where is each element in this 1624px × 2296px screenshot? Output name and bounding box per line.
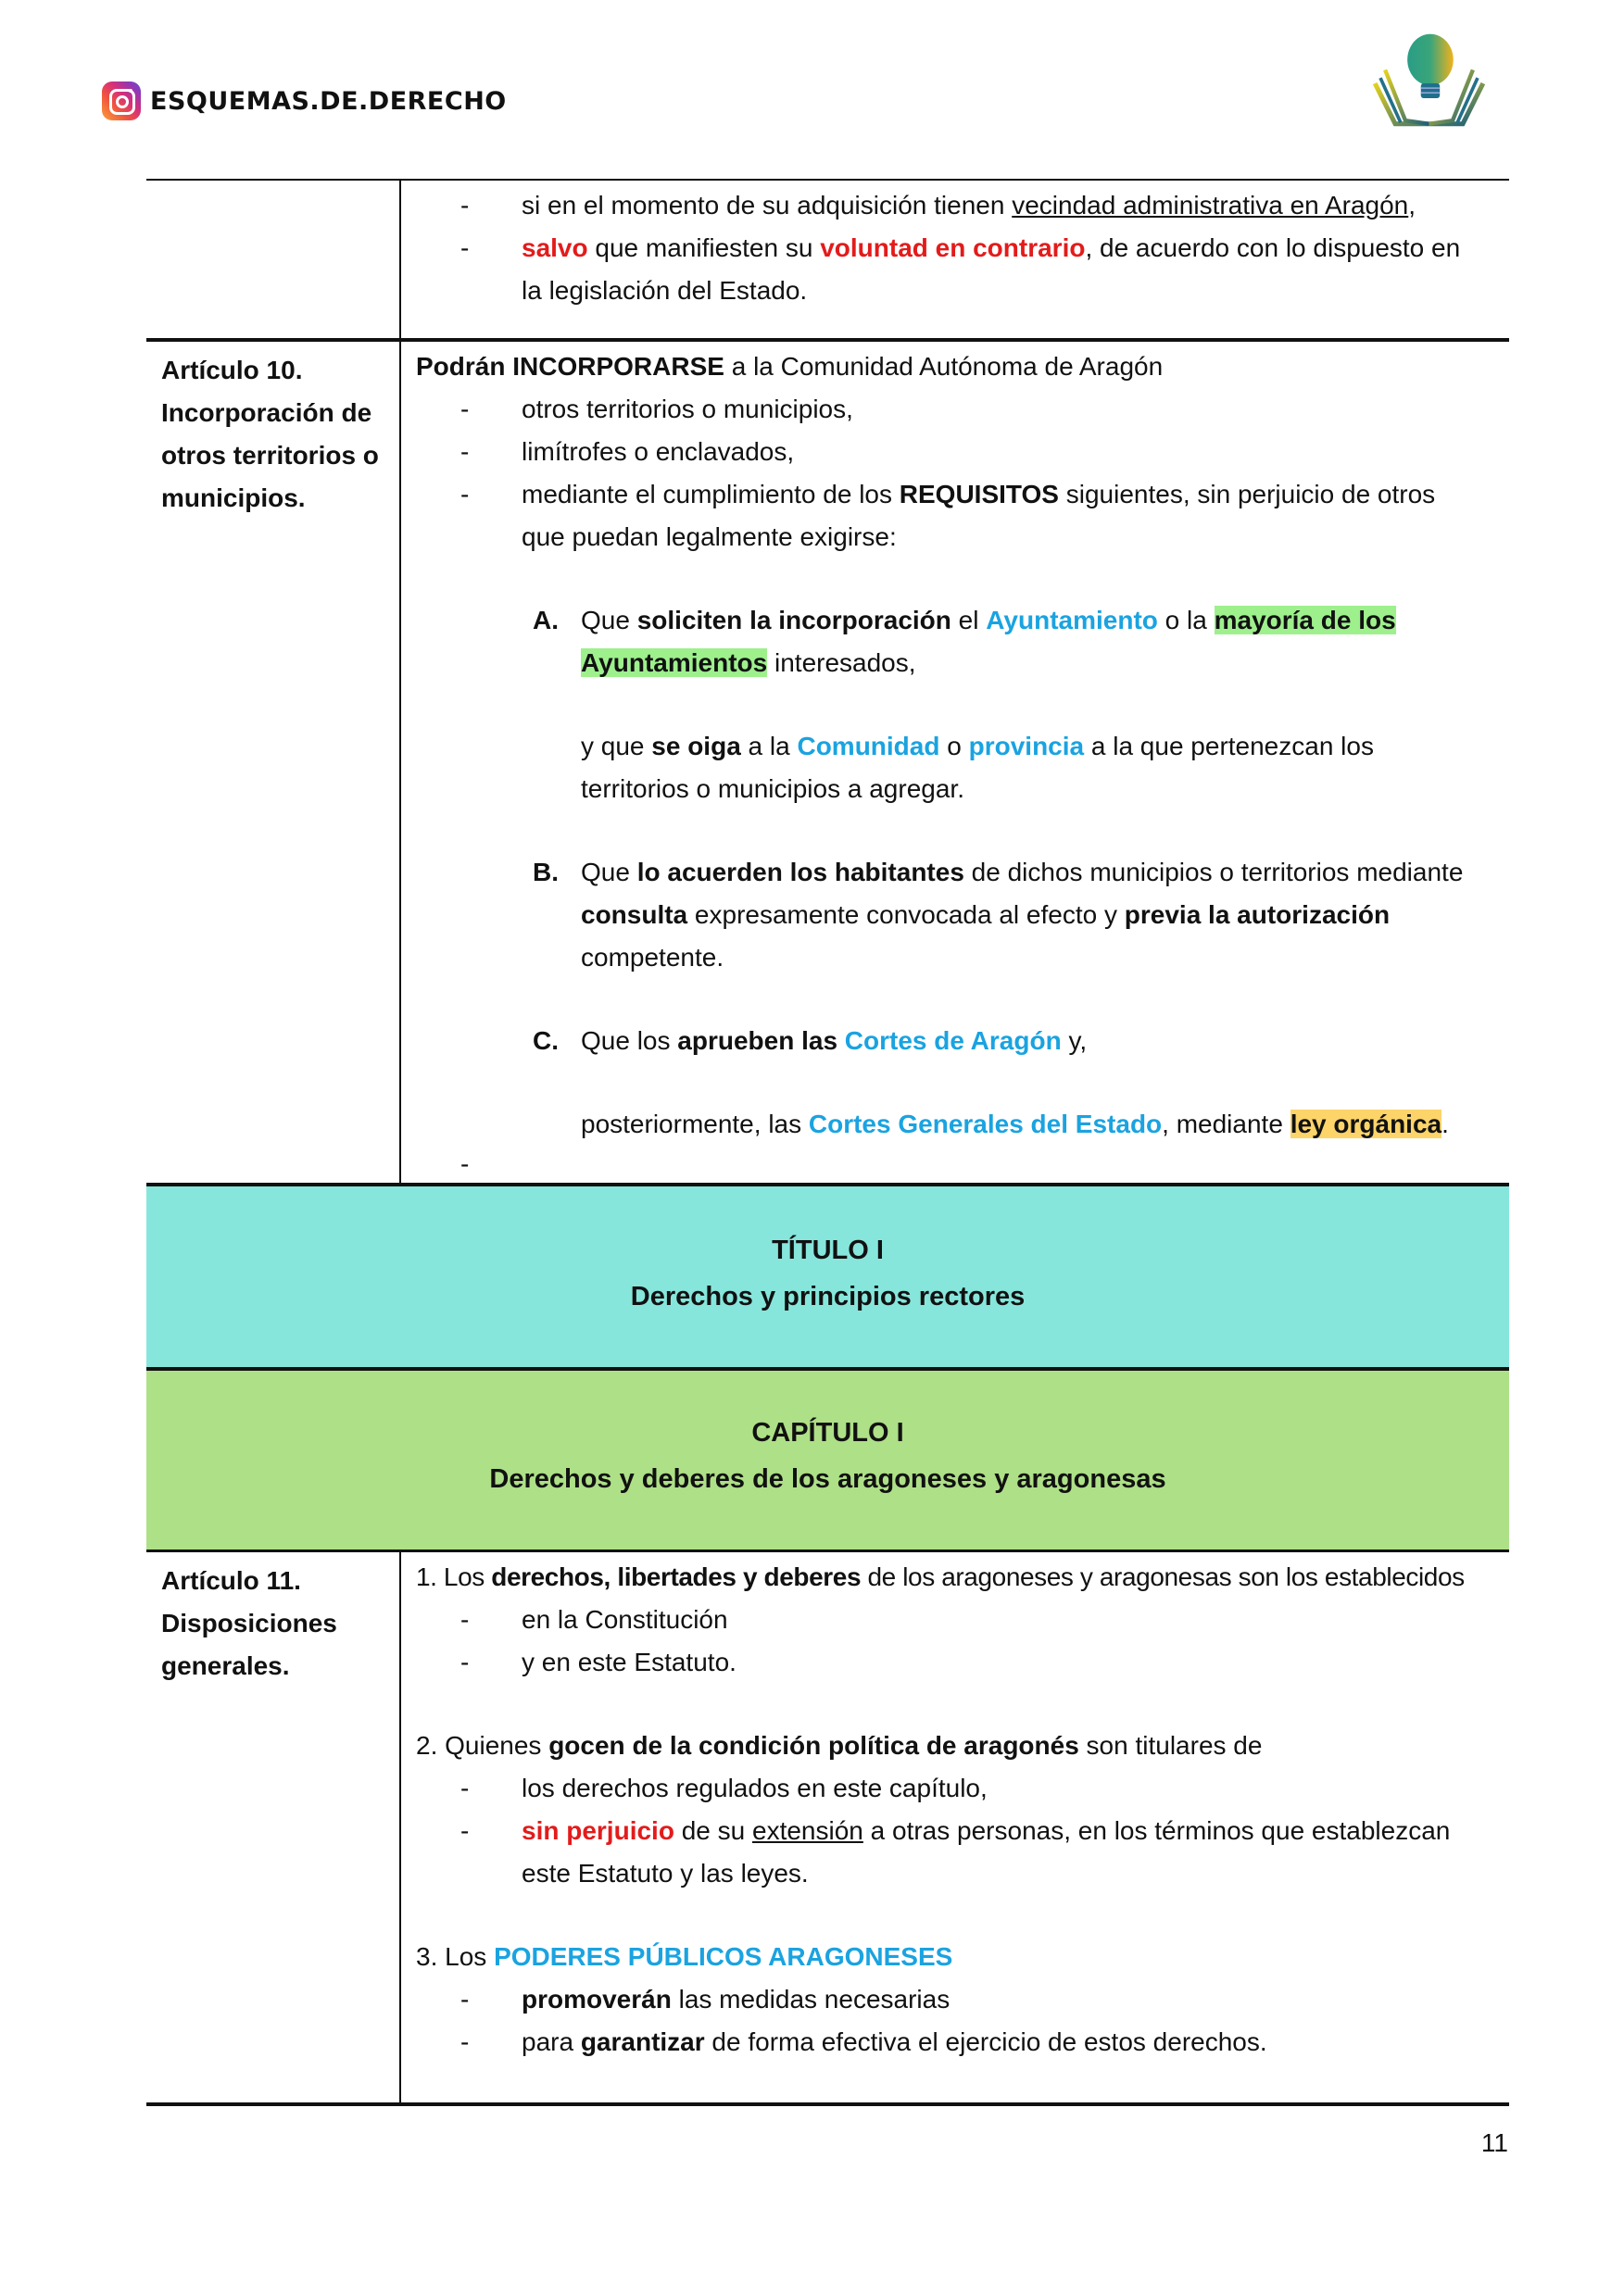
brand-header xyxy=(102,82,507,120)
article-11-row xyxy=(146,1552,1509,2102)
requirement-a-continued: y que se oiga a la Comunidad o provincia a la que pertenezcan los territorios o municipios a agregar. xyxy=(581,732,1374,803)
article-10-row xyxy=(146,342,1509,1183)
article-11-content: 1. Los derechos, libertades y deberes de los aragoneses y aragonesas son los establecidos - en la Constitución - y en este Estatuto. 2. Quienes gocen de la condición política de aragonés son titulares de - los derechos regulados en este capítulo, - sin perjuicio de su extensión a otras personas, en los términos que establezcan este Estatuto y las leyes. 3. Los PODERES PÚBLICOS ARAGONESES - promoverán las medidas necesarias - para garantizar de forma efectiva el ejercicio de estos derechos. xyxy=(401,1552,1509,2102)
list-item: - otros territorios o municipios, xyxy=(460,395,853,423)
article-10-content: Podrán INCORPORARSE a la Comunidad Autónoma de Aragón - otros territorios o municipios, - limítrofes o enclavados, - mediante el cumplimiento de los REQUISITOS siguientes, sin perjuicio de otros que puedan legalmente exigirse: A. Que soliciten la incorporación el Ayuntamiento o la mayoría de los Ayuntamientos interesados, y que se oiga a la Comunidad o provincia a la que pertenezcan los territorios o municipios a agregar. B. Que lo acuerden los habitantes de dichos municipios o territorios mediante consulta expresamente convocada al efecto y previa la autorización competente. C. Que los aprueben las Cortes de Aragón y, posteriormente, las Cortes Generales del Estado, mediante ley orgánica. - xyxy=(401,342,1509,1183)
list-item: - si en el momento de su adquisición tienen vecindad administrativa en Aragón, xyxy=(460,191,1416,220)
list-item: - y en este Estatuto. xyxy=(460,1648,736,1676)
capitulo-name: Derechos y deberes de los aragoneses y aragonesas xyxy=(489,1464,1166,1494)
list-item: - xyxy=(460,1149,470,1178)
list-item: - mediante el cumplimiento de los REQUISITOS siguientes, sin perjuicio de otros que puedan legalmente exigirse: xyxy=(460,480,1436,551)
titulo-name: Derechos y principios rectores xyxy=(630,1282,1026,1311)
list-item: - los derechos regulados en este capítulo, xyxy=(460,1774,988,1802)
requirement-c-continued: posteriormente, las Cortes Generales del Estado, mediante ley orgánica. xyxy=(581,1110,1449,1138)
list-item: - para garantizar de forma efectiva el ejercicio de estos derechos. xyxy=(460,2027,1267,2056)
list-item: - salvo que manifiesten su voluntad en contrario, de acuerdo con lo dispuesto en la legislación del Estado. xyxy=(460,233,1461,305)
instagram-icon xyxy=(102,82,141,120)
brain-lightbulb-book-logo-icon xyxy=(1348,14,1510,153)
brand-name: ESQUEMAS.DE.DERECHO xyxy=(150,86,507,116)
titulo-label: TÍTULO I xyxy=(772,1236,884,1265)
article-9-continuation-row xyxy=(146,181,1509,357)
article-heading-cell xyxy=(146,181,401,357)
page-number: 11 xyxy=(1480,2128,1508,2157)
list-item: - limítrofes o enclavados, xyxy=(460,437,795,466)
list-item: - en la Constitución xyxy=(460,1605,728,1634)
requirement-c: C. Que los aprueben las Cortes de Aragón y, xyxy=(533,1026,1088,1055)
capitulo-label: CAPÍTULO I xyxy=(751,1418,904,1448)
requirement-a: A. Que soliciten la incorporación el Ayuntamiento o la mayoría de los Ayuntamientos interesados, xyxy=(533,606,1396,677)
list-item: - promoverán las medidas necesarias xyxy=(460,1985,950,2014)
requirement-b: B. Que lo acuerden los habitantes de dichos municipios o territorios mediante consulta expresamente convocada al efecto y previa la autorización competente. xyxy=(533,858,1464,972)
capitulo-band xyxy=(146,1371,1509,1549)
list-item: - sin perjuicio de su extensión a otras personas, en los términos que establezcan este Estatuto y las leyes. xyxy=(460,1816,1451,1888)
article-content-cell xyxy=(401,181,1509,357)
table-bottom-border xyxy=(146,2102,1509,2106)
article-11-heading: Artículo 11. Disposiciones generales. xyxy=(146,1552,401,2102)
titulo-band xyxy=(146,1186,1509,1368)
article-10-heading: Artículo 10. Incorporación de otros territorios o municipios. xyxy=(146,342,401,1183)
